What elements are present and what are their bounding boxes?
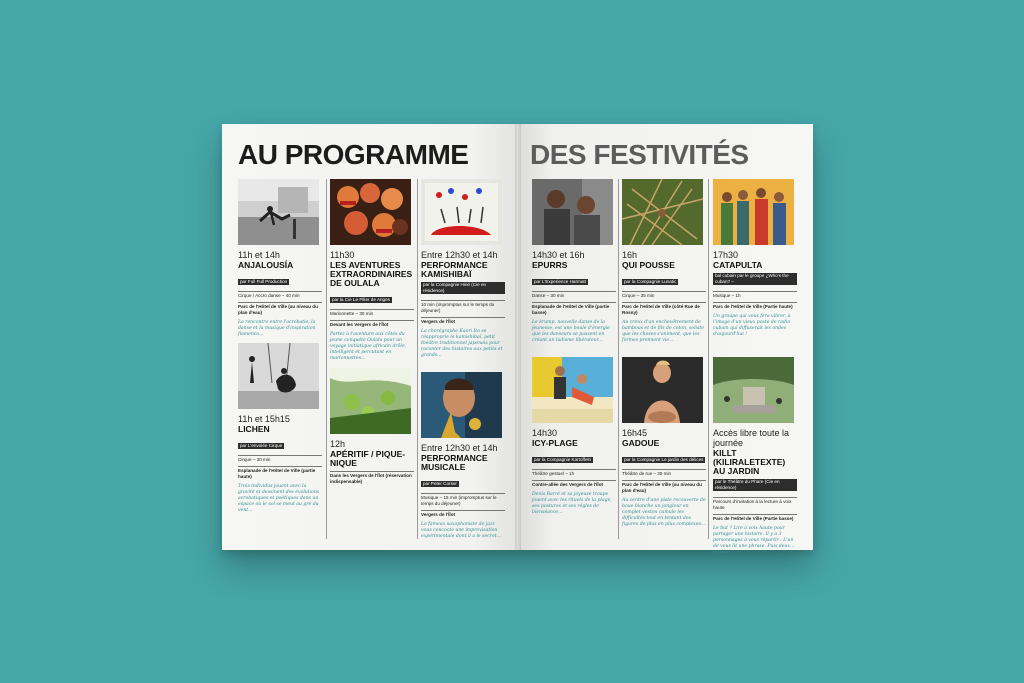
event-title: KILLT (KILIRALETEXTE) AU JARDIN — [713, 448, 786, 476]
event-time: 11h30 — [330, 250, 355, 260]
event-detail: Vergers de l'Îlot — [421, 317, 505, 325]
event-detail: Vergers de l'Îlot — [421, 510, 505, 518]
apples-photo — [330, 368, 411, 434]
event-description: Denis Barré et sa joyeuse troupe jouent avec les rituels de la plage, ses postures et ses règles de bienséance... — [532, 492, 612, 515]
event-detail: Marionnette – 30 min — [330, 309, 414, 317]
event-title: CATAPULTA — [713, 260, 763, 270]
event-detail: Cirque / Accro danse – 40 min — [238, 291, 322, 299]
brochure-spread — [222, 124, 813, 555]
dancers-photo — [532, 179, 613, 245]
event-detail: Esplanade de l'Hôtel de Ville (partie basse) — [532, 302, 616, 316]
event-card — [238, 343, 322, 514]
event-title: ANJALOUSÍA — [238, 260, 294, 270]
event-detail: Parc de l'Hôtel de Ville (Partie haute) — [713, 302, 797, 310]
event-time: Entre 12h30 et 14h — [421, 250, 498, 260]
event-company: par L'Experience Harmatt — [534, 279, 586, 284]
bamboo-photo — [622, 179, 703, 245]
column-divider — [708, 179, 709, 539]
event-time: 11h et 15h15 — [238, 414, 290, 424]
beach-photo — [532, 357, 613, 423]
event-card — [622, 179, 706, 344]
event-detail: Parc de l'Hôtel de Ville (au niveau du plan d'eau) — [238, 302, 322, 316]
event-company: par le Théâtre du Phare (Cie en résidence) — [713, 479, 797, 491]
event-title: EPURRS — [532, 260, 568, 270]
event-description: La rencontre entre l'acrobatie, la danse et la musique d'inspiration flamenco... — [238, 320, 316, 337]
event-detail: Théâtre gestuel – 1h — [532, 469, 616, 477]
event-detail: Danse – 30 min — [532, 291, 616, 299]
column-divider — [326, 179, 327, 539]
event-detail: Dans les Vergers de l'Îlot (réservation indispensable) — [330, 471, 414, 485]
bw-aerial-photo — [238, 343, 319, 409]
event-card — [421, 372, 505, 540]
garden-photo — [713, 357, 794, 423]
event-card — [713, 357, 797, 556]
event-title: PERFORMANCE KAMISHIBAÏ — [421, 260, 488, 279]
event-title: GADOUE — [622, 438, 660, 448]
event-detail: Cirque – 35 min — [622, 291, 706, 299]
event-title: PERFORMANCE MUSICALE — [421, 453, 488, 472]
event-detail: Parc de l'Hôtel de Ville (au niveau du plan d'eau) — [622, 480, 706, 494]
event-description: Le but ? Lire à voix haute pour partager une histoire. Il y a 3 personnages à vous répartir : L'un de vous lit une phrase. Puis deux... ou dix ! — [713, 526, 795, 555]
event-detail: Contre-allée des Vergers de l'Îlot — [532, 480, 616, 488]
event-description: Au centre d'une piste recouverte de boue blanche un jongleur en complet veston cumule les difficultés tout en tentant des figures de plus en plus complexes... — [622, 498, 706, 527]
event-time: 16h — [622, 250, 638, 260]
event-description: Partez à l'aventure aux côtés du jeune conquéte Oulala pour un voyage initiatique africain drôle, intelligent et percutant en marionnettes... — [330, 332, 407, 361]
spine-shadow — [515, 124, 521, 550]
event-detail: Musique – 15 min (impromptus sur le temps du déjeuner) — [421, 493, 505, 507]
event-description: Le fameux saxophoniste de jazz vous concocte une improvisation expérimentale dont il a le secret... — [421, 522, 501, 539]
event-description: Au creux d'un enchevêtrement de bambous et de fils de coton, soliste que les choses s'animent, que les formes prennent vie... — [622, 320, 704, 343]
event-detail: 10 min (impromptus sur le temps du déjeuner) — [421, 300, 505, 314]
event-time: 14h30 et 16h — [532, 250, 585, 260]
column-divider — [618, 179, 619, 539]
event-detail: Cirque – 30 min — [238, 455, 322, 463]
event-time: Accès libre toute la journée — [713, 428, 790, 448]
event-detail: Devant les Vergers de l'Îlot — [330, 320, 414, 328]
event-detail: Parc de l'Hôtel de Ville (côté Rue de Rosny) — [622, 302, 706, 316]
kamishibai-photo — [421, 179, 502, 245]
event-card — [532, 357, 616, 516]
right-page — [518, 124, 813, 555]
event-time: 14h30 — [532, 428, 558, 438]
bw-acrobat-photo — [238, 179, 319, 245]
event-detail: Théâtre de rue – 30 min — [622, 469, 706, 477]
event-detail: Parcours d'invitation à la lecture à voix haute — [713, 497, 797, 511]
event-description: La chorégraphe Kaori Ito se réapproprie le kamishibaï, petit théâtre traditionnel japonais pour raconter des histoires aux petits et grands... — [421, 329, 503, 358]
event-description: Un groupe qui vous fera vibrer, à l'image d'un vieux poste de radio cubain qui diffuserait les ondes d'aujourd'hui ! — [713, 314, 791, 337]
event-company: bal cubain par le groupe ¿Who's the cuban? – — [713, 273, 797, 285]
event-description: Trois individus jouent avec la gravité et dessinent des évolutions acrobatiques et poétiques dans un espace où le sol se meut au gré du vent... — [238, 484, 320, 513]
event-card — [238, 179, 322, 338]
event-title: LES AVENTURES EXTRAORDINAIRES DE OULALA — [330, 260, 413, 288]
event-title: QUI POUSSE — [622, 260, 675, 270]
event-company: par la Compagnie Kartoffeln — [534, 457, 592, 462]
event-title: LICHEN — [238, 424, 270, 434]
event-card — [330, 368, 414, 485]
event-company: par la Compagnie Lunatic — [624, 279, 677, 284]
event-card — [713, 179, 797, 338]
event-detail: Musique – 1h — [713, 291, 797, 299]
band-photo — [713, 179, 794, 245]
event-company: par la Compagnie Hiné (Cie en résidence) — [421, 282, 505, 294]
event-company: par la Compagnie Le jardin des délices — [624, 457, 704, 462]
event-description: Le krump, nouvelle danse de la jeunesse, est une boule d'énergie que les danseurs se passent en créant un ludisme libérateur... — [532, 320, 610, 343]
event-title: ICY-PLAGE — [532, 438, 578, 448]
puppets-photo — [330, 179, 411, 245]
event-card — [532, 179, 616, 344]
event-title: APÉRITIF / PIQUE-NIQUE — [330, 449, 406, 468]
event-company: par la Cie Le Pilier de Anges — [332, 297, 390, 302]
left-page — [222, 124, 518, 550]
event-company: par Full Full Production — [240, 279, 288, 284]
event-time: 16h45 — [622, 428, 648, 438]
event-card — [330, 179, 414, 362]
juggler-photo — [622, 357, 703, 423]
event-time: 11h et 14h — [238, 250, 280, 260]
event-time: 12h — [330, 439, 346, 449]
event-company: par L'envolée Cirque — [240, 443, 283, 448]
event-time: Entre 12h30 et 14h — [421, 443, 498, 453]
event-detail: Esplanade de l'Hôtel de Ville (partie haute) — [238, 466, 322, 480]
saxophonist-photo — [421, 372, 502, 438]
heading-left: AU PROGRAMME — [238, 139, 469, 170]
event-time: 17h30 — [713, 250, 739, 260]
event-company: par Peter Corser — [423, 481, 457, 486]
heading-right: DES FESTIVITÉS — [530, 139, 749, 170]
column-divider — [417, 179, 418, 539]
event-detail: Parc de l'Hôtel de Ville (Partie basse) — [713, 514, 797, 522]
event-card — [421, 179, 505, 359]
event-card — [622, 357, 706, 528]
